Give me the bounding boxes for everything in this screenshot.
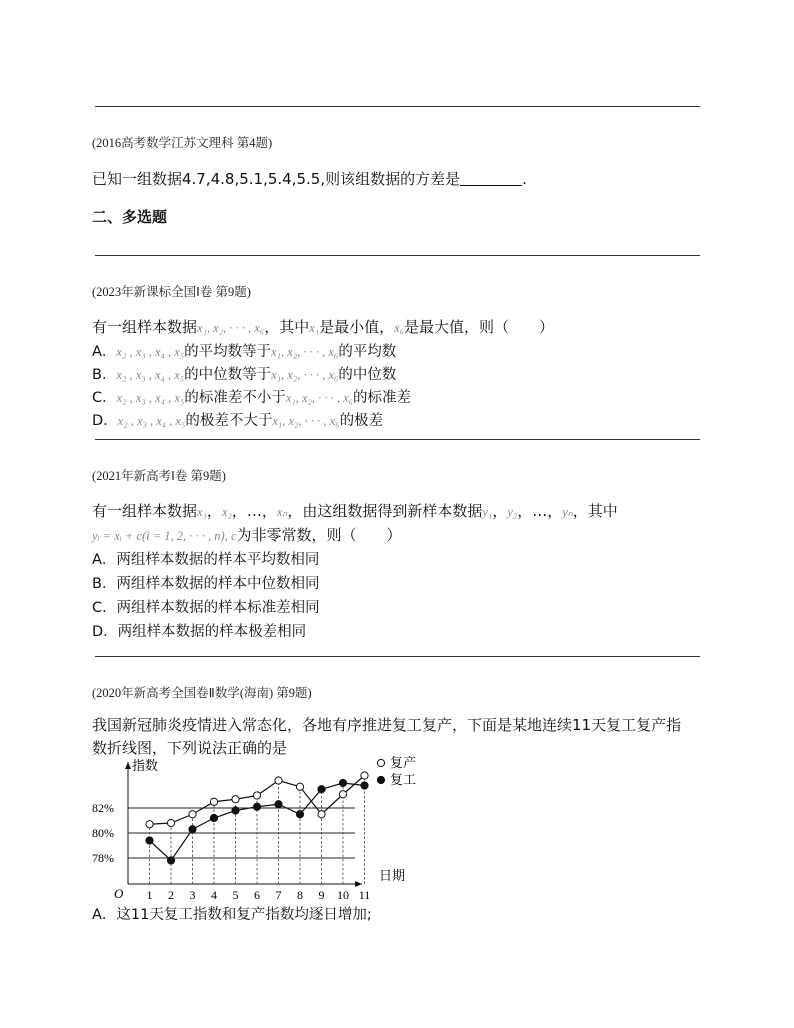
- stem-text: 是最小值，: [319, 318, 395, 336]
- x-tick-label: 5: [232, 888, 239, 902]
- filled-point: [232, 807, 239, 814]
- open-point: [296, 783, 303, 790]
- section-title: 二、多选题: [92, 208, 168, 226]
- stem-text: 有一组样本数据: [92, 318, 198, 336]
- math-expression: x₁: [309, 321, 320, 335]
- x-axis-label: 日期: [379, 868, 406, 883]
- option-c[interactable]: [92, 596, 320, 617]
- math-expression: x₂ , x₃ , x₄ , x₅: [117, 414, 186, 428]
- stem-text: 是最大值，则（ ）: [404, 318, 555, 336]
- option-c[interactable]: [92, 386, 411, 407]
- x-tick-label: 4: [211, 888, 217, 902]
- option-text: 两组样本数据的样本标准差相同: [116, 600, 320, 616]
- option-text: 的中位数: [338, 367, 397, 383]
- math-expression: x₂ , x₃ , x₄ , x₅: [116, 345, 185, 359]
- filled-point: [361, 782, 368, 789]
- math-expression: x₂: [221, 505, 232, 519]
- filled-point: [296, 811, 303, 818]
- option-b[interactable]: [92, 572, 319, 593]
- y-tick-label: 78%: [92, 851, 114, 865]
- option-b[interactable]: [92, 363, 396, 384]
- legend-marker: [377, 776, 384, 783]
- question-source: (2016高考数学江苏文理科 第4题): [92, 136, 273, 150]
- filled-point: [210, 814, 217, 821]
- question-stem: [92, 316, 554, 337]
- option-a[interactable]: [92, 340, 396, 361]
- option-letter: A．: [92, 552, 117, 568]
- stem-text: 为非零常数，则（ ）: [236, 526, 402, 544]
- math-expression: x₁, x₂, · · · , x₆: [285, 391, 354, 405]
- option-d[interactable]: [92, 409, 383, 430]
- math-expression: yₙ: [562, 505, 573, 519]
- option-text: 的平均数: [338, 344, 397, 360]
- open-point: [253, 792, 260, 799]
- option-text: 的中位数等于: [184, 367, 272, 383]
- option-text: 的极差不大于: [185, 413, 273, 429]
- filled-point: [275, 801, 282, 808]
- y-tick-label: 82%: [92, 801, 114, 815]
- open-point: [275, 777, 282, 784]
- option-letter: C．: [92, 600, 117, 616]
- math-expression: x₂ , x₃ , x₄ , x₅: [116, 391, 185, 405]
- option-a[interactable]: A．这11天复工指数和复产指数均逐日增加;: [92, 907, 372, 923]
- math-expression: y₁: [482, 505, 493, 519]
- open-point: [232, 796, 239, 803]
- option-text: 的极差: [339, 413, 384, 429]
- series-line: [150, 776, 365, 825]
- math-expression: x₁, x₂, · · · , x₆: [197, 321, 265, 335]
- y-axis-label: 指数: [132, 758, 159, 773]
- math-expression: x₁, x₂, · · · , x₆: [271, 345, 339, 359]
- option-a[interactable]: [92, 548, 319, 569]
- open-point: [339, 791, 346, 798]
- math-expression: xₙ: [276, 505, 288, 519]
- origin-label: O: [114, 886, 124, 901]
- option-letter: D．: [92, 413, 118, 429]
- question-stem: 我国新冠肺炎疫情进入常态化，各地有序推进复工复产，下面是某地连续11天复工复产指: [92, 716, 682, 734]
- filled-point: [189, 826, 196, 833]
- x-tick-label: 9: [318, 888, 325, 902]
- option-text: 两组样本数据的样本平均数相同: [116, 552, 320, 568]
- open-point: [189, 811, 196, 818]
- x-tick-label: 1: [146, 888, 153, 902]
- option-text: 的标准差不小于: [184, 390, 286, 406]
- x-tick-label: 6: [254, 888, 260, 902]
- option-letter: B．: [92, 367, 117, 383]
- stem-text: ，…，: [517, 502, 563, 520]
- chart-axes: [125, 762, 362, 887]
- question-stem-line2: [92, 524, 402, 545]
- option-letter: A．: [92, 344, 117, 360]
- stem-text: ，: [206, 502, 222, 520]
- index-line-chart: [92, 756, 422, 904]
- option-letter: B．: [92, 576, 117, 592]
- question-stem-line2: 数折线图，下列说法正确的是: [92, 739, 288, 757]
- option-d[interactable]: [92, 620, 306, 641]
- filled-point: [167, 857, 174, 864]
- x-axis-arrow: [355, 881, 362, 887]
- legend-label: 复工: [390, 772, 417, 787]
- open-point: [361, 772, 368, 779]
- math-expression: x₁, x₂, · · · , x₆: [272, 414, 340, 428]
- question-stem: [92, 168, 527, 189]
- option-text: 两组样本数据的样本极差相同: [117, 624, 307, 640]
- math-expression: y₂: [507, 505, 518, 519]
- stem-text: 有一组样本数据: [92, 502, 198, 520]
- y-axis-arrow: [125, 762, 131, 769]
- divider-1: [95, 106, 700, 107]
- stem-text: ，其中: [264, 318, 310, 336]
- filled-point: [318, 786, 325, 793]
- filled-point: [339, 779, 346, 786]
- math-expression: yᵢ = xᵢ + c(i = 1, 2, · · · , n), c: [92, 529, 237, 543]
- chart-labels: [92, 758, 405, 902]
- question-source: (2023年新课标全国Ⅰ卷 第9题): [92, 285, 251, 299]
- question-source: (2021年新高考Ⅰ卷 第9题): [92, 469, 226, 483]
- question-stem: [92, 500, 618, 521]
- stem-text: 已知一组数据4.7,4.8,5.1,5.4,5.5,则该组数据的方差是: [92, 170, 461, 188]
- divider-4: [95, 656, 700, 657]
- math-expression: x₁, x₂, · · · , x₆: [271, 368, 339, 382]
- x-tick-label: 3: [189, 888, 196, 902]
- open-point: [318, 811, 325, 818]
- x-tick-label: 11: [358, 888, 371, 902]
- question-source: (2020年新高考全国卷Ⅱ数学(海南) 第9题): [92, 686, 312, 700]
- chart-legend: [377, 756, 416, 787]
- open-point: [167, 819, 174, 826]
- stem-text: ，其中: [572, 502, 618, 520]
- x-tick-label: 2: [168, 888, 174, 902]
- answer-blank[interactable]: [460, 171, 522, 186]
- legend-label: 复产: [390, 756, 417, 770]
- filled-point: [253, 803, 260, 810]
- option-text: 的平均数等于: [184, 344, 272, 360]
- open-point: [146, 821, 153, 828]
- math-expression: x₂ , x₃ , x₄ , x₅: [116, 368, 185, 382]
- divider-2: [95, 255, 700, 256]
- option-text: 两组样本数据的样本中位数相同: [116, 576, 320, 592]
- open-point: [210, 798, 217, 805]
- x-tick-label: 8: [297, 888, 303, 902]
- legend-marker: [377, 759, 384, 766]
- option-letter: C．: [92, 390, 117, 406]
- divider-3: [95, 439, 700, 440]
- y-tick-label: 80%: [92, 826, 114, 840]
- filled-point: [146, 837, 153, 844]
- option-letter: D．: [92, 624, 118, 640]
- option-text: 的标准差: [353, 390, 412, 406]
- x-tick-label: 10: [337, 888, 349, 902]
- math-expression: x₁: [197, 505, 207, 519]
- math-expression: x₆: [394, 321, 405, 335]
- stem-text: .: [522, 170, 527, 188]
- stem-text: ，…，: [231, 502, 277, 520]
- x-tick-label: 7: [275, 888, 282, 902]
- stem-text: ，由这组数据得到新样本数据: [287, 502, 483, 520]
- stem-text: ，: [492, 502, 508, 520]
